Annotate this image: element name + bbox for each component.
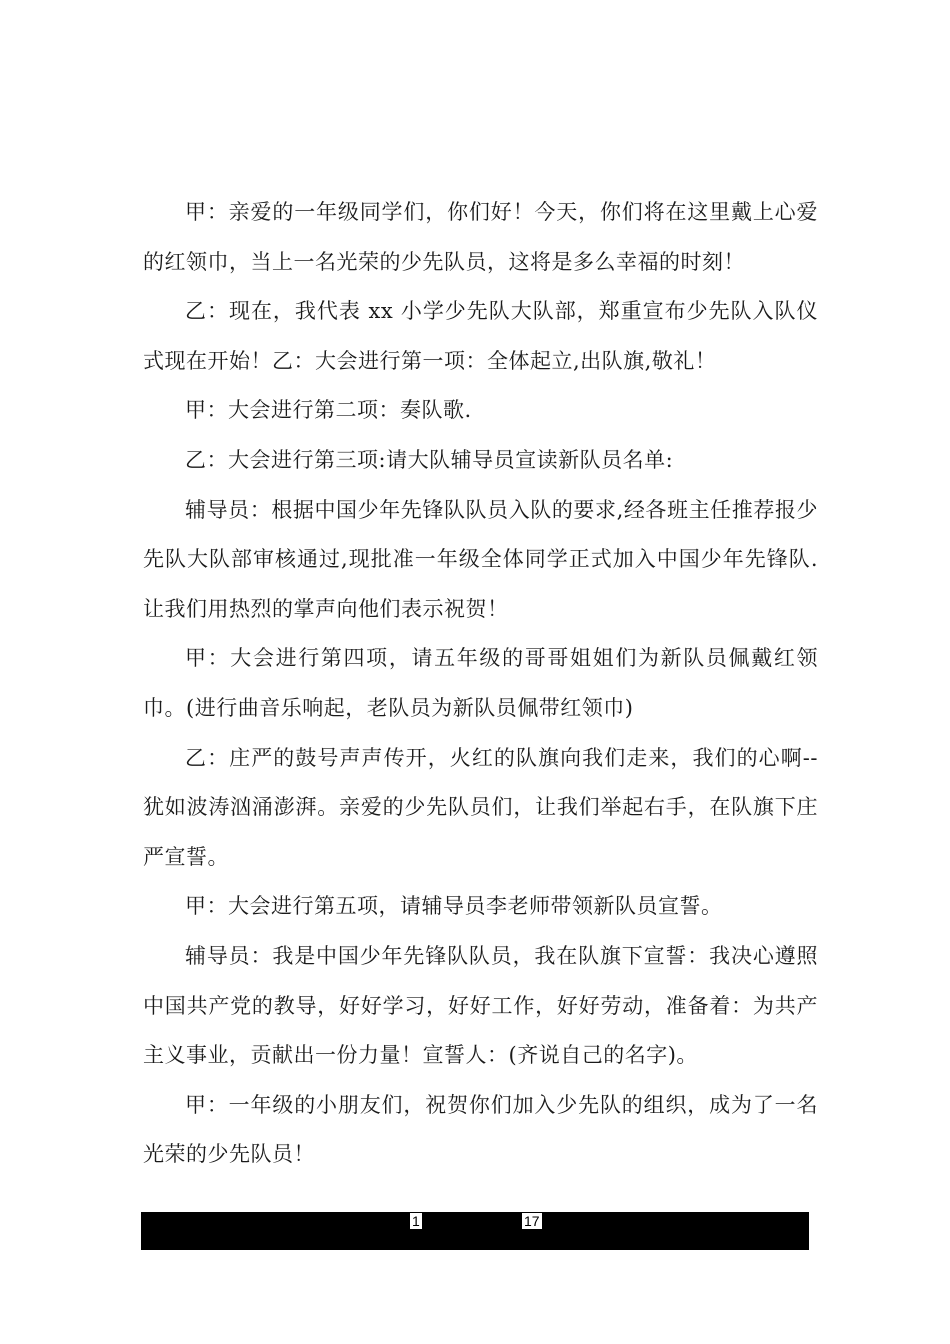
- paragraph: 辅导员：根据中国少年先锋队队员入队的要求,经各班主任推荐报少先队大队部审核通过,现批准一年级全体同学正式加入中国少年先锋队.让我们用热烈的掌声向他们表示祝贺！: [143, 497, 818, 621]
- page-number-total: 17: [524, 1213, 540, 1229]
- page-number-current: 1: [412, 1213, 420, 1229]
- paragraph: 乙：庄严的鼓号声声传开，火红的队旗向我们走来，我们的心啊--犹如波涛汹涌澎湃。亲爱的少先队员们，让我们举起右手，在队旗下庄严宣誓。: [143, 745, 818, 869]
- paragraph: 甲：大会进行第四项，请五年级的哥哥姐姐们为新队员佩戴红领巾。(进行曲音乐响起，老队员为新队员佩带红领巾): [143, 646, 818, 720]
- paragraph: 乙：大会进行第三项:请大队辅导员宣读新队员名单:: [185, 447, 674, 472]
- paragraph: 乙：现在，我代表 xx 小学少先队大队部，郑重宣布少先队入队仪式现在开始！乙：大会进行第一项：全体起立,出队旗,敬礼！: [143, 299, 818, 373]
- paragraph: 甲：一年级的小朋友们，祝贺你们加入少先队的组织，成为了一名光荣的少先队员！: [143, 1092, 818, 1167]
- paragraph: 甲：大会进行第五项，请辅导员李老师带领新队员宣誓。: [185, 894, 723, 919]
- paragraph: 甲：大会进行第二项：奏队歌.: [185, 398, 472, 423]
- document-body: [143, 188, 818, 1180]
- footer-bar: [141, 1212, 809, 1250]
- paragraph: 辅导员：我是中国少年先锋队队员，我在队旗下宣誓：我决心遵照中国共产党的教导，好好学习，好好工作，好好劳动，准备着：为共产主义事业，贡献出一份力量！宣誓人：(齐说自己的名字)。: [143, 943, 818, 1068]
- paragraph: 甲：亲爱的一年级同学们，你们好！今天，你们将在这里戴上心爱的红领巾，当上一名光荣的少先队员，这将是多么幸福的时刻！: [143, 200, 818, 274]
